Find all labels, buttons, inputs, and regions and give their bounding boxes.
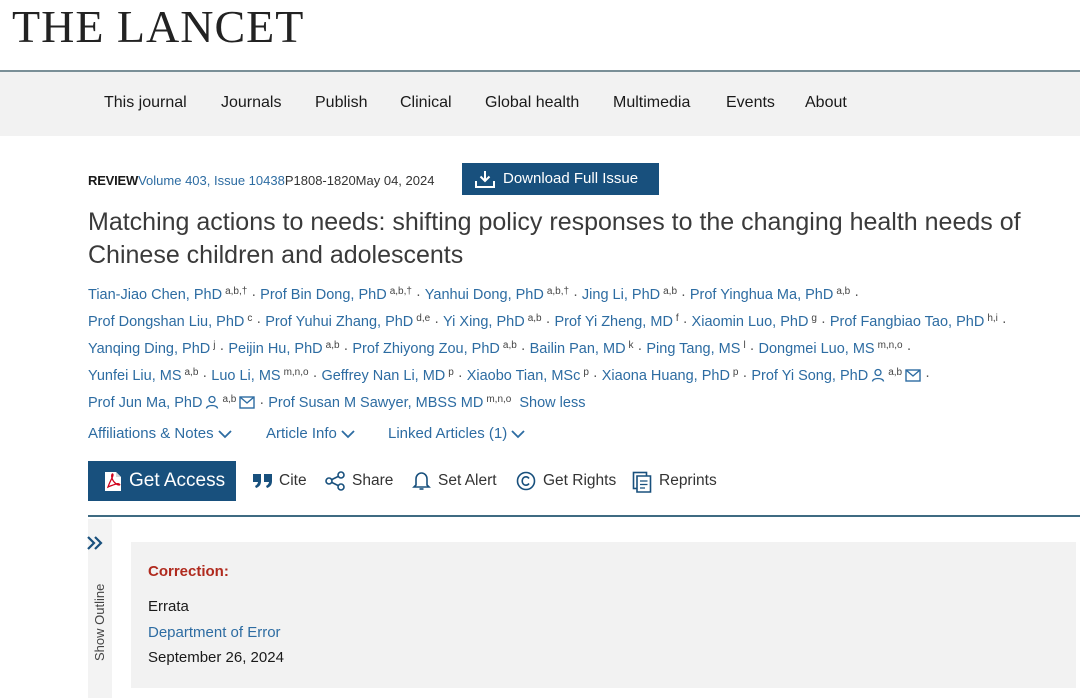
author-link[interactable]: Prof Dongshan Liu, PhD [88,314,245,330]
publication-date: May 04, 2024 [355,173,435,188]
reprints-icon [632,471,654,493]
double-chevron-right-icon[interactable] [85,533,105,553]
author-affiliation[interactable]: a,b [222,394,237,405]
author-link[interactable]: Prof Yi Song, PhD [751,368,869,384]
nav-events[interactable]: Events [726,94,775,111]
download-full-issue-button[interactable] [462,163,659,195]
cite-label: Cite [279,472,307,489]
main-nav [0,72,1080,136]
tab-affiliations-notes[interactable] [88,424,232,444]
nav-clinical[interactable]: Clinical [400,94,452,111]
author-link[interactable]: Dongmei Luo, MS [758,341,875,357]
show-outline-toggle[interactable]: Show Outline [92,583,107,661]
author-affiliation[interactable]: a,b [502,340,517,351]
share-icon [325,471,347,491]
author-affiliation[interactable]: p [732,367,739,378]
bell-icon [411,471,433,491]
author-link[interactable]: Xiaobo Tian, MSc [466,368,581,384]
author-line: Yunfei Liu, MS $^{a,b}$ · Luo Li, MS $^{m,n,o}$ · Geffrey Nan Li, MD $^p$ · Xiaobo Tian, MSc $^p$ · Xiaona Huang, PhD $^p$ · Prof Yi Song, PhD $^{a,b}$ · [88,367,930,384]
author-link[interactable]: Prof Yinghua Ma, PhD [689,287,834,303]
author-link[interactable]: Bailin Pan, MD [529,341,626,357]
author-affiliation[interactable]: j [213,340,216,351]
author-affiliation[interactable]: a,b [888,367,903,378]
download-full-issue-label: Download Full Issue [503,170,639,187]
pdf-icon [104,471,122,492]
author-link[interactable]: Geffrey Nan Li, MD [321,368,446,384]
author-affiliation[interactable]: p [583,367,589,378]
author-link[interactable]: Prof Yuhui Zhang, PhD [265,314,414,330]
person-icon[interactable] [205,395,219,409]
chevron-down-icon [511,430,525,439]
author-line: Prof Jun Ma, PhD $^{a,b}$ · Prof Susan M Sawyer, MBSS MD $^{m,n,o}$ Show less [88,394,586,411]
share-label: Share [352,472,394,489]
get-rights-label: Get Rights [543,472,617,489]
author-affiliation[interactable]: a,b,† [546,286,570,297]
show-less-link[interactable]: Show less [519,395,586,411]
author-affiliation[interactable]: l [743,340,746,351]
envelope-icon[interactable] [905,369,921,382]
author-link[interactable]: Yanhui Dong, PhD [424,287,544,303]
tab-article-info[interactable] [266,424,355,444]
author-affiliation[interactable]: a,b [184,367,199,378]
author-link[interactable]: Ping Tang, MS [646,341,741,357]
tab-label: Article Info [266,425,337,442]
author-affiliation[interactable]: a,b,† [389,286,412,297]
author-affiliation[interactable]: a,b [325,340,340,351]
nav-global-health[interactable]: Global health [485,94,580,111]
nav-journals[interactable]: Journals [221,94,282,111]
author-link[interactable]: Yi Xing, PhD [443,314,525,330]
author-affiliation[interactable]: g [811,313,817,324]
author-link[interactable]: Peijin Hu, PhD [228,341,323,357]
article-type: REVIEW [88,173,139,188]
author-affiliation[interactable]: m,n,o [283,367,309,378]
author-affiliation[interactable]: m,n,o [877,340,903,351]
correction-source-link[interactable]: Department of Error [148,624,281,641]
chevron-down-icon [218,430,232,439]
author-affiliation[interactable]: a,b [527,313,542,324]
author-affiliation[interactable]: c [247,313,253,324]
author-line: Tian-Jiao Chen, PhD $^{a,b,\dagger}$ · Prof Bin Dong, PhD $^{a,b,\dagger}$ · Yanhui Dong, PhD $^{a,b,\dagger}$ · Jing Li, PhD $^{a,b}$ · Prof Yinghua Ma, PhD $^{a,b}$ · [88,286,860,303]
person-icon[interactable] [871,368,885,382]
get-access-button[interactable] [88,461,236,501]
tab-label: Affiliations & Notes [88,425,214,442]
author-link[interactable]: Prof Susan M Sawyer, MBSS MD [268,395,484,411]
article-meta [88,173,434,189]
correction-heading: Correction: [148,563,229,580]
author-link[interactable]: Prof Fangbiao Tao, PhD [829,314,985,330]
reprints-label: Reprints [659,472,717,489]
masthead [0,0,1080,71]
author-link[interactable]: Luo Li, MS [211,368,281,384]
get-access-label: Get Access [129,470,226,491]
tab-linked-articles[interactable] [388,424,525,444]
author-link[interactable]: Yanqing Ding, PhD [88,341,211,357]
author-affiliation[interactable]: m,n,o [486,394,512,405]
author-link[interactable]: Prof Zhiyong Zou, PhD [352,341,500,357]
author-affiliation[interactable]: p [448,367,454,378]
envelope-icon[interactable] [239,396,255,409]
correction-date: September 26, 2024 [148,649,284,666]
set-alert-label: Set Alert [438,472,497,489]
author-affiliation[interactable]: k [628,340,634,351]
author-affiliation[interactable]: a,b,† [225,286,248,297]
volume-issue-link[interactable]: Volume 403, Issue 10438 [138,173,285,188]
author-link[interactable]: Xiaomin Luo, PhD [691,314,809,330]
article-title: Matching actions to needs: shifting policy responses to the changing health needs of Chinese children and adolescents [88,208,1021,269]
nav-multimedia[interactable]: Multimedia [613,94,691,111]
author-line: Prof Dongshan Liu, PhD $^c$ · Prof Yuhui Zhang, PhD $^{d,e}$ · Yi Xing, PhD $^{a,b}$ · Prof Yi Zheng, MD $^f$ · Xiaomin Luo, PhD $^g$ · Prof Fangbiao Tao, PhD $^{h,i}$ · [88,313,1007,330]
copyright-icon [516,471,538,491]
author-link[interactable]: Jing Li, PhD [581,287,661,303]
nav-publish[interactable]: Publish [315,94,368,111]
quote-icon [252,471,274,491]
author-line: Yanqing Ding, PhD $^j$ · Peijin Hu, PhD $^{a,b}$ · Prof Zhiyong Zou, PhD $^{a,b}$ · Bailin Pan, MD $^k$ · Ping Tang, MS $^l$ · Dongmei Luo, MS $^{m,n,o}$ · [88,340,912,357]
nav-this-journal[interactable]: This journal [104,94,187,111]
chevron-down-icon [341,430,355,439]
content-divider [88,515,1080,517]
author-affiliation[interactable]: a,b [836,286,851,297]
tab-label: Linked Articles (1) [388,425,508,442]
correction-notice [131,542,1076,688]
author-link[interactable]: Yunfei Liu, MS [88,368,182,384]
nav-about[interactable]: About [805,94,847,111]
author-affiliation[interactable]: h,i [987,313,998,324]
correction-kind: Errata [148,598,189,615]
author-affiliation[interactable]: a,b [663,286,678,297]
lancet-logo[interactable]: THE LANCET [12,1,305,52]
author-affiliation[interactable]: d,e [416,313,431,324]
author-affiliation[interactable]: f [675,313,679,324]
author-link[interactable]: Tian-Jiao Chen, PhD [88,287,223,303]
page-range: P1808-1820 [284,173,356,188]
author-link[interactable]: Prof Bin Dong, PhD [260,287,387,303]
author-link[interactable]: Xiaona Huang, PhD [601,368,730,384]
download-icon [474,169,496,189]
author-link[interactable]: Prof Jun Ma, PhD [88,395,203,411]
author-link[interactable]: Prof Yi Zheng, MD [554,314,673,330]
